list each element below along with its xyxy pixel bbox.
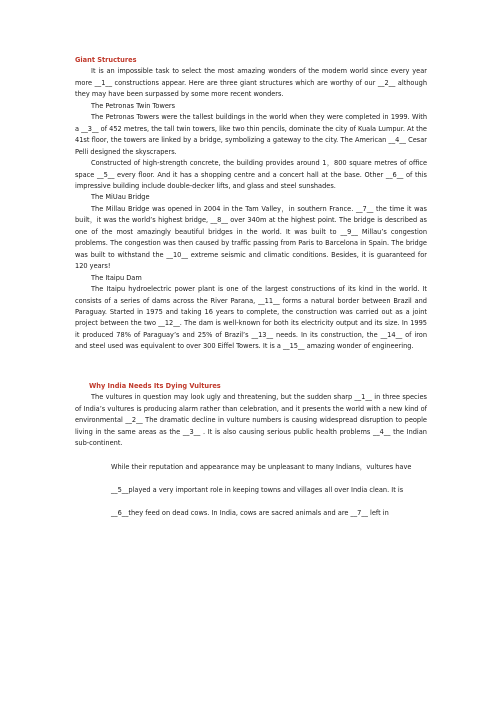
section1-intro: It is an impossible task to select the most amazing wonders of the modem world since every year more __1__ constructions appear. Here are three giant structures which are worthy of our __2__ although they may have been surpassed by some more recent wonders. [75,67,427,99]
petronas-paragraph-2: Constructed of high-strength concrete, the building provides around 1，800 square metres of office space __5__ every floor. And it has a shopping centre and a concert hall at the base. Other __6__ of this impressive building include double-decker lifts, and glass and steel sunshades. [75,159,427,190]
petronas-paragraph-1: The Petronas Towers were the tallest buildings in the world when they were completed in 1999. With a __3__ of 452 metres, the tall twin towers, like two thin pencils, dominate the city of Kuala Lumpur. At the 41st floor, the towers are linked by a bridge, symbolizing a gateway to the city. The American __4__ Cesar Pelli designed the skyscrapers. [75,113,427,156]
section2-paragraph-2 [75,462,427,473]
section2-title: Why India Needs Its Dying Vultures [89,381,221,390]
petronas-title: The Petronas Twin Towers [91,101,176,110]
section1-title: Giant Structures [75,56,137,64]
section-gap [75,353,427,381]
itaipu-title: The Itaipu Dam [91,273,142,282]
paragraph-gap-3 [75,496,427,508]
millau-paragraph: The Millau Bridge was opened in 2004 in the Tam Valley，in southern France. __7__ the time it was built，it was the world’s highest bridge, __8__ over 340m at the highest point. The bridge is described as one of the most amazingly beautiful bridges in the world. It was built to __9__ Millau’s congestion problems. The congestion was then caused by traffic passing from Paris to Barcelona in Spain. The bridge was built to withstand the __10__ extreme seismic and climatic conditions. Besides, it is guaranteed for 120 years! [75,204,427,271]
document-body [75,55,427,520]
section2-intro: The vultures in question may look ugly and threatening, but the sudden sharp __1__ in three species of India’s vultures is producing alarm rather than celebration, and it presents the world with a new kind of environmental __2__ The dramatic decline in vulture numbers is causing widespread disruption to people living in the same areas as the __3__ . It is also causing serious public health problems __4__ the Indian sub-continent. [75,393,427,448]
paragraph-gap-2 [75,473,427,485]
section2-paragraph-2-text: While their reputation and appearance may be unpleasant to many Indians，vultures have [111,462,412,471]
section2-paragraph-4 [75,508,427,519]
section2-paragraph-4-text: __6__they feed on dead cows. In India, cows are sacred animals and are __7__ left in [111,509,389,518]
itaipu-paragraph: The Itaipu hydroelectric power plant is one of the largest constructions of its kind in the world. It consists of a series of dams across the River Parana, __11__ forms a natural border between Brazil and Paraguay. Started in 1975 and taking 16 years to complete, the construction was carried out as a joint project between the two __12__. The dam is well-known for both its electricity output and its size. In 1995 it produced 78% of Paraguay’s and 25% of Brazil’s __13__ needs. In its construction, the __14__ of iron and steel used was equivalent to over 300 Eiffel Towers. It is a __15__ amazing wonder of engineering. [75,285,427,351]
section2-paragraph-3 [75,485,427,496]
millau-title: The MiUau Bridge [91,193,150,202]
section2-paragraph-3-text: __5__played a very important role in keeping towns and villages all over India clean. It is [111,485,404,494]
paragraph-gap [75,450,427,462]
